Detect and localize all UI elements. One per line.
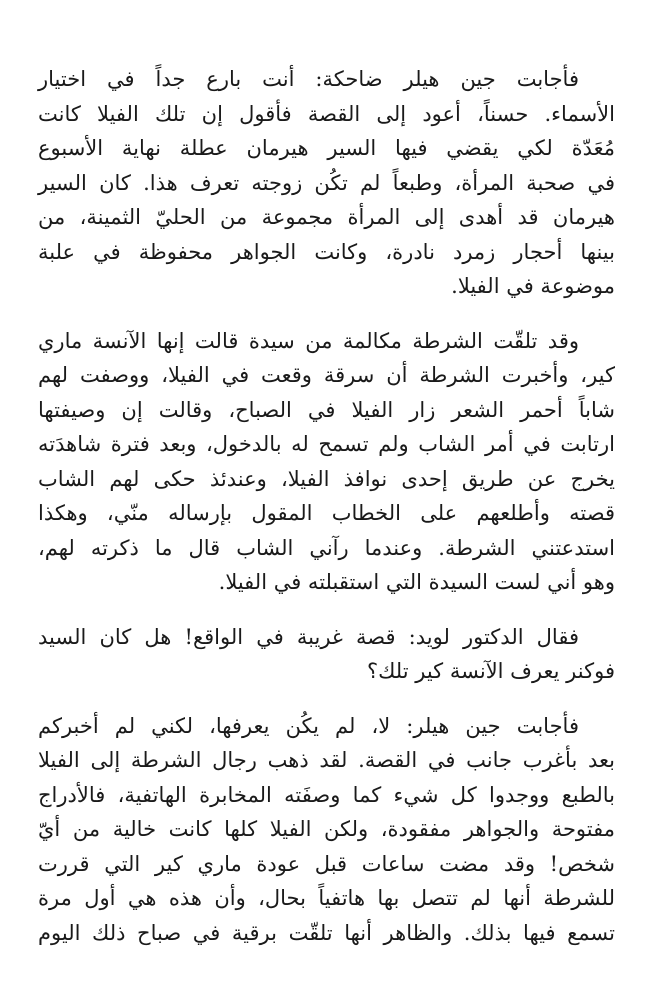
- paragraph: [38, 62, 615, 304]
- book-page: [38, 62, 615, 970]
- text-line: بينها أحجار زمرد نادرة، وكانت الجواهر محفوظة في علبة: [38, 239, 615, 264]
- text-line: ارتابت في أمر الشاب ولم تسمح له بالدخول، وبعد فترة شاهدَته: [38, 432, 615, 456]
- text-line: فأجابت جين هيلر: لا، لم يكُن يعرفها، لكني لم أخبركم: [38, 713, 579, 738]
- text-line: فوكنر يعرف الآنسة كير تلك؟: [366, 659, 615, 683]
- text-line: قصته وأطلعهم على الخطاب المقول بإرساله منّي، وهكذا: [38, 501, 615, 525]
- text-line: بعد بأغرب جانب في القصة. لقد ذهب رجال الشرطة إلى الفيلا: [38, 748, 615, 772]
- text-line: استدعتني الشرطة. وعندما رآني الشاب قال ما ذكرته لهم،: [38, 535, 615, 560]
- text-line: بالطبع ووجدوا كل شيء كما وصفَته المخابرة الهاتفية، فالأدراج: [38, 782, 615, 807]
- text-line: وهو أني لست السيدة التي استقبلته في الفيلا.: [218, 570, 615, 594]
- text-line: فأجابت جين هيلر ضاحكة: أنت بارع جداً في اختيار: [38, 67, 579, 91]
- text-line: وقد تلقّت الشرطة مكالمة من سيدة قالت إنها الآنسة ماري: [38, 328, 579, 353]
- paragraph: [38, 324, 615, 600]
- text-line: الأسماء. حسناً، أعود إلى القصة فأقول إن تلك الفيلا كانت: [38, 101, 615, 126]
- text-line: هيرمان قد أهدى إلى المرأة مجموعة من الحليّ الثمينة، من: [38, 205, 615, 229]
- text-line: فقال الدكتور لويد: قصة غريبة في الواقع! هل كان السيد: [38, 624, 579, 649]
- text-line: مُعَدّة لكي يقضي فيها السير هيرمان عطلة نهاية الأسبوع: [38, 136, 615, 160]
- paragraph: [38, 709, 615, 951]
- text-line: يخرج عن طريق إحدى نوافذ الفيلا، وعندئذ حكى لهم الشاب: [38, 466, 615, 491]
- paragraph: [38, 620, 615, 689]
- text-line: تسمع فيها بذلك. والظاهر أنها تلقّت برقية في صباح ذلك اليوم: [38, 920, 615, 945]
- text-line: كير، وأخبرت الشرطة أن سرقة وقعت في الفيلا، ووصفت لهم: [38, 363, 615, 387]
- text-line: للشرطة أنها لم تتصل بها هاتفياً بحال، وأن هذه هي أول مرة: [38, 886, 615, 910]
- text-line: مفتوحة والجواهر مفقودة، ولكن الفيلا كلها كانت خالية من أيّ: [38, 817, 615, 841]
- text-line: في صحبة المرأة، وطبعاً لم تكُن زوجته تعرف هذا. كان السير: [38, 170, 615, 195]
- text-line: شخص! وقد مضت ساعات قبل عودة ماري كير التي قررت: [38, 851, 615, 876]
- text-line: موضوعة في الفيلا.: [451, 274, 615, 298]
- text-line: شاباً أحمر الشعر زار الفيلا في الصباح، وقالت إن وصيفتها: [38, 397, 615, 422]
